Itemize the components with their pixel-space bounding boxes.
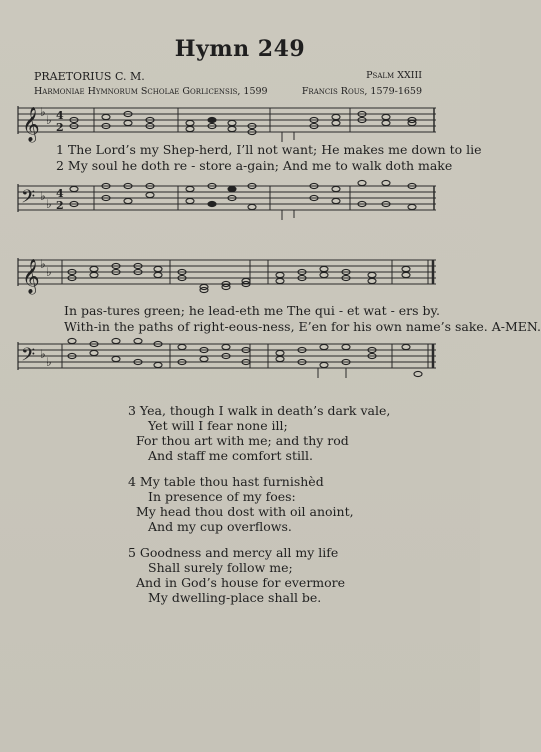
- svg-text:𝄞: 𝄞: [22, 107, 40, 142]
- lyric-line-3: In pas-tures green; he lead-eth me The qui - et wat - ers by.: [64, 303, 440, 318]
- svg-text:♭: ♭: [46, 197, 52, 211]
- stanza-5-line-4: My dwelling-place shall be.: [148, 590, 322, 605]
- bass-time-signature-bottom: 2: [56, 199, 64, 212]
- stanza-3-line-2: Yet will I fear none ill;: [148, 418, 288, 433]
- svg-text:♭: ♭: [46, 265, 52, 279]
- bass-time-signature-top: 4: [56, 187, 64, 200]
- tune-name: PRAETORIUS C. M.: [34, 70, 145, 83]
- svg-text:♭: ♭: [40, 347, 46, 361]
- stanza-3-line-3: For thou art with me; and thy rod: [136, 433, 349, 448]
- psalm-reference: Psalm XXIII: [366, 70, 422, 81]
- svg-text:𝄢: 𝄢: [21, 187, 36, 212]
- stanza-4-line-3: My head thou dost with oil anoint,: [136, 504, 354, 519]
- text-author: Francis Rous, 1579-1659: [301, 86, 422, 97]
- time-signature-bottom: 2: [56, 121, 64, 134]
- svg-text:♭: ♭: [46, 113, 52, 127]
- stanza-4-line-2: In presence of my foes:: [148, 489, 296, 504]
- tune-source: Harmoniae Hymnorum Scholae Gorlicensis, 1599: [34, 86, 268, 97]
- svg-text:𝄢: 𝄢: [21, 345, 36, 370]
- bass-staff-system-1: [0, 176, 480, 226]
- time-signature-top: 4: [56, 109, 64, 122]
- stanza-5-line-2: Shall surely follow me;: [148, 560, 293, 575]
- tenor-bass-notes: [70, 180, 416, 209]
- soprano-alto-notes: [70, 111, 416, 134]
- svg-text:♭: ♭: [40, 257, 46, 271]
- treble-clef-icon: [22, 107, 40, 143]
- hymn-title: Hymn 249: [174, 36, 306, 62]
- stanza-4-line-4: And my cup overflows.: [148, 519, 292, 534]
- treble-clef-2-icon: [22, 259, 40, 295]
- svg-text:♭: ♭: [40, 105, 46, 119]
- stanza-5: [128, 545, 345, 605]
- stanza-4: [128, 474, 354, 534]
- stanza-3: [128, 403, 390, 463]
- lyric-line-4: With-in the paths of right-eous-ness, E’en for his own name’s sake. A-MEN.: [64, 319, 541, 334]
- stanza-5-line-3: And in God’s house for evermore: [136, 575, 346, 590]
- bass-clef-2-icon: [21, 345, 35, 370]
- svg-text:𝄞: 𝄞: [22, 259, 40, 294]
- lyric-line-1: 1 The Lord’s my Shep-herd, I’ll not want; He makes me down to lie: [56, 142, 482, 157]
- svg-text:♭: ♭: [40, 189, 46, 203]
- svg-text:♭: ♭: [46, 355, 52, 369]
- stanza-4-line-1: 4 My table thou hast furnishèd: [128, 474, 324, 489]
- stanza-5-line-1: 5 Goodness and mercy all my life: [128, 545, 339, 560]
- stanza-3-line-1: 3 Yea, though I walk in death’s dark vale,: [128, 403, 391, 418]
- treble-staff-system-2: [0, 250, 480, 310]
- bass-staff-system-2: [0, 334, 480, 384]
- stanza-3-line-4: And staff me comfort still.: [148, 448, 313, 463]
- bass-clef-icon: [21, 187, 35, 212]
- lyric-line-2: 2 My soul he doth re - store a-gain; And me to walk doth make: [56, 158, 453, 173]
